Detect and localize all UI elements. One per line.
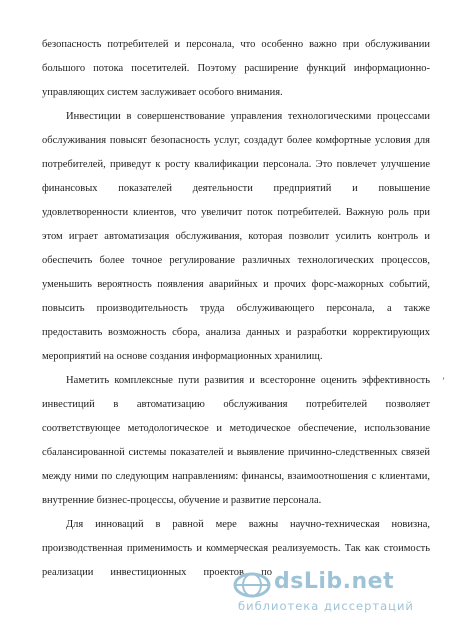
watermark-brand: dsLib.net (274, 569, 395, 594)
text-line-4: Инвестиции в совершенствование управления технологическими процессами (66, 111, 430, 122)
text-line-18: сбалансированной системы показателей и выявление причинно-следственных связей (42, 447, 430, 458)
text-line-13: предоставить возможность сбора, анализа данных и разработки корректирующих (42, 327, 430, 338)
text-line-1: безопасность потребителей и персонала, что особенно важно при обслуживании (42, 39, 430, 50)
text-line-17: соответствующее методологическое и методическое обеспечение, использование (42, 423, 430, 434)
text-line-21: Для инноваций в равной мере важны научно-техническая новизна, (66, 519, 430, 530)
text-line-8: удовлетворенности клиентов, что увеличит поток потребителей. Важную роль при (42, 207, 430, 218)
watermark-subtitle: библиотека диссертаций (238, 599, 414, 613)
text-line-14: мероприятий на основе создания информационных хранилищ. (42, 351, 323, 362)
margin-mark: ’ (442, 376, 445, 386)
text-line-15: Наметить комплексные пути развития и всесторонне оценить эффективность (66, 375, 430, 386)
text-line-22: производственная применимость и коммерческая реализуемость. Так как стоимость (42, 543, 430, 554)
text-line-12: повысить производительность труда обслуживающего персонала, а также (42, 303, 430, 314)
text-line-19: между ними по следующим направлениям: финансы, взаимоотношения с клиентами, (42, 471, 430, 482)
text-line-16: инвестиций в автоматизацию обслуживания потребителей позволяет (42, 399, 430, 410)
text-line-11: уменьшить вероятность появления аварийных и прочих форс-мажорных событий, (42, 279, 430, 290)
text-line-7: финансовых показателей деятельности предприятий и повышение (42, 183, 430, 194)
text-line-23: реализации инвестиционных проектов по (42, 567, 272, 578)
text-line-20: внутренние бизнес-процессы, обучение и развитие персонала. (42, 495, 322, 506)
text-line-6: потребителей, приведут к росту квалификации персонала. Это повлечет улучшение (42, 159, 430, 170)
text-line-10: обеспечить более точное регулирование различных технологических процессов, (42, 255, 430, 266)
text-line-2: большого потока посетителей. Поэтому расширение функций информационно- (42, 63, 430, 74)
text-line-5: обслуживания повысят безопасность услуг, создадут более комфортные условия для (42, 135, 430, 146)
dslib-logo-icon (232, 571, 272, 599)
text-line-9: этом играет автоматизация обслуживания, которая позволит усилить контроль и (42, 231, 430, 242)
dslib-watermark (232, 569, 442, 617)
text-line-3: управляющих систем заслуживает особого внимания. (42, 87, 283, 98)
